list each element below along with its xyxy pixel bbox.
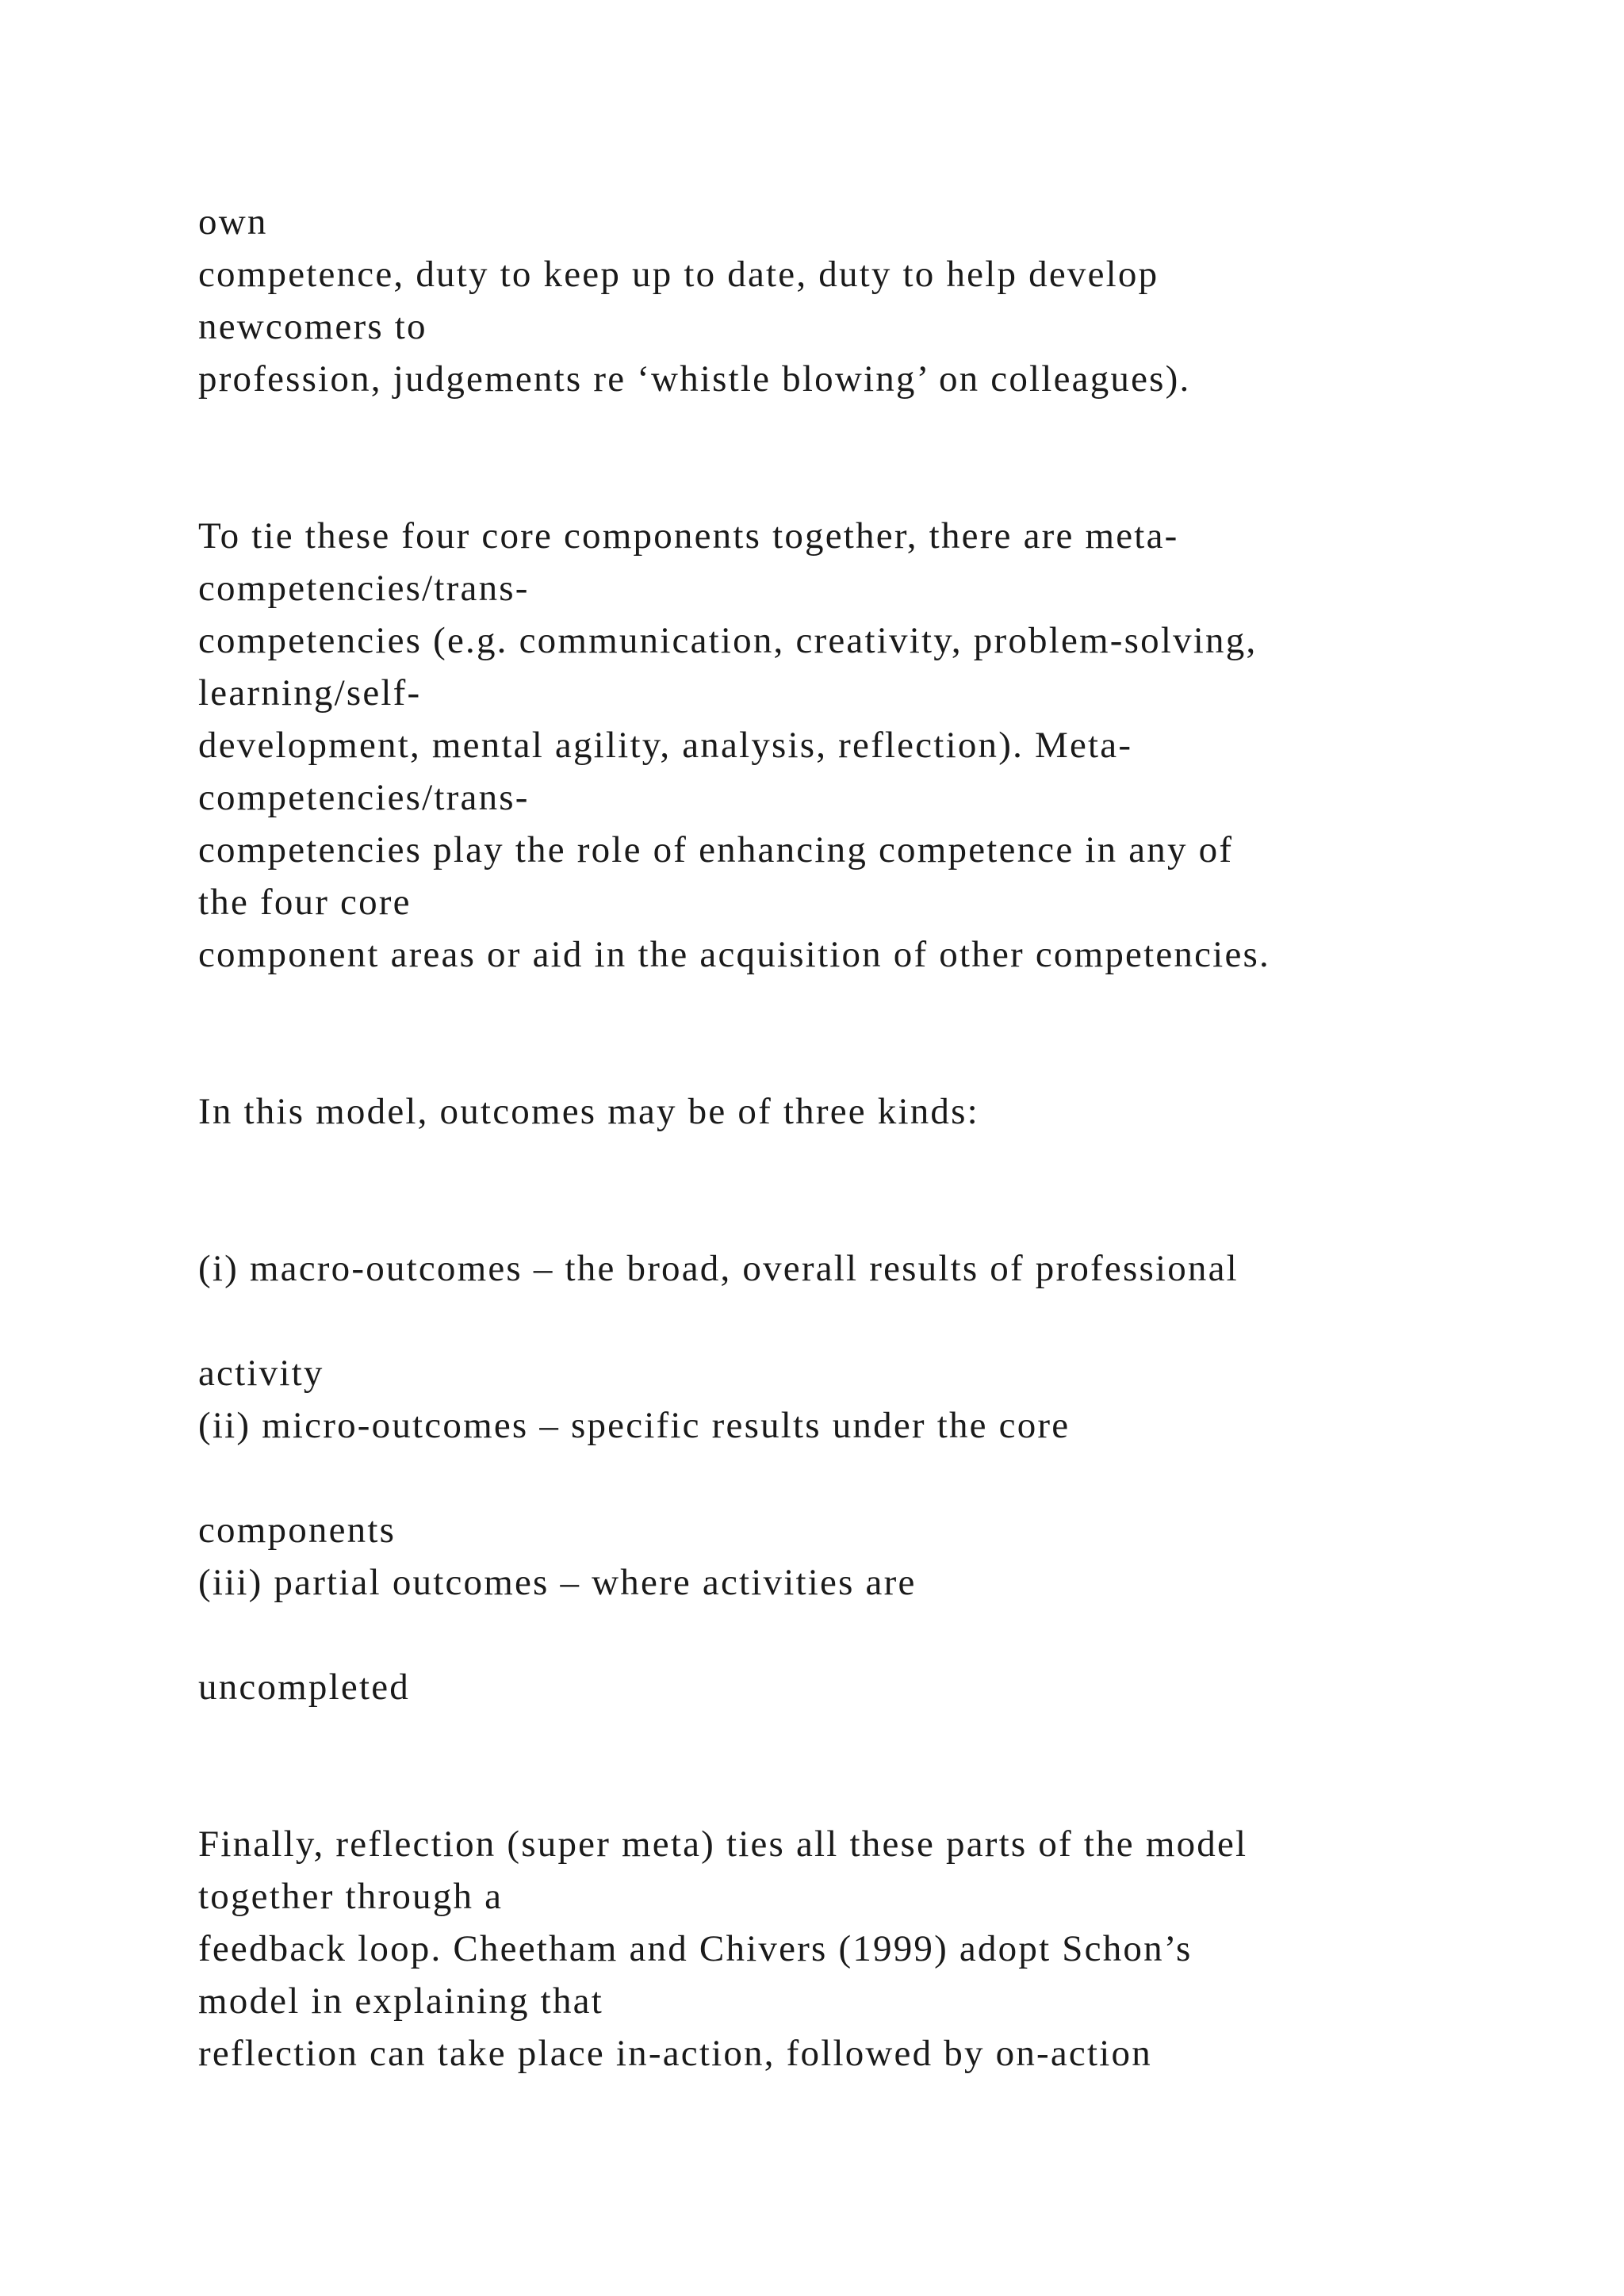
text-line: competencies/trans- — [198, 777, 530, 818]
text-line: activity — [198, 1353, 324, 1394]
text-line: reflection can take place in-action, followed by on-action — [198, 2033, 1152, 2074]
text-line: feedback loop. Cheetham and Chivers (1999) adopt Schon’s — [198, 1928, 1193, 1969]
text-line: learning/self- — [198, 672, 422, 714]
text-line: component areas or aid in the acquisition of other competencies. — [198, 934, 1270, 975]
text-line: profession, judgements re ‘whistle blowing’ on colleagues). — [198, 358, 1191, 400]
text-line: newcomers to — [198, 306, 427, 347]
text-line: the four core — [198, 882, 412, 923]
text-line: uncompleted — [198, 1667, 410, 1708]
text-line: To tie these four core components together, there are meta- — [198, 515, 1179, 557]
text-line: competencies/trans- — [198, 568, 530, 609]
text-line: competencies play the role of enhancing competence in any of — [198, 829, 1234, 871]
text-line: together through a — [198, 1876, 504, 1917]
text-line: In this model, outcomes may be of three kinds: — [198, 1091, 979, 1132]
text-line: (iii) partial outcomes – where activities are — [198, 1562, 917, 1603]
text-line: (ii) micro-outcomes – specific results under the core — [198, 1405, 1071, 1446]
text-line: competencies (e.g. communication, creativity, problem-solving, — [198, 620, 1258, 661]
text-line: components — [198, 1510, 396, 1551]
text-line: competence, duty to keep up to date, duty to help develop — [198, 254, 1159, 295]
text-line: own — [198, 201, 268, 243]
text-line: Finally, reflection (super meta) ties all these parts of the model — [198, 1823, 1248, 1865]
text-line: model in explaining that — [198, 1980, 603, 2022]
text-line: development, mental agility, analysis, reflection). Meta- — [198, 725, 1133, 766]
text-line: (i) macro-outcomes – the broad, overall results of professional — [198, 1248, 1239, 1289]
